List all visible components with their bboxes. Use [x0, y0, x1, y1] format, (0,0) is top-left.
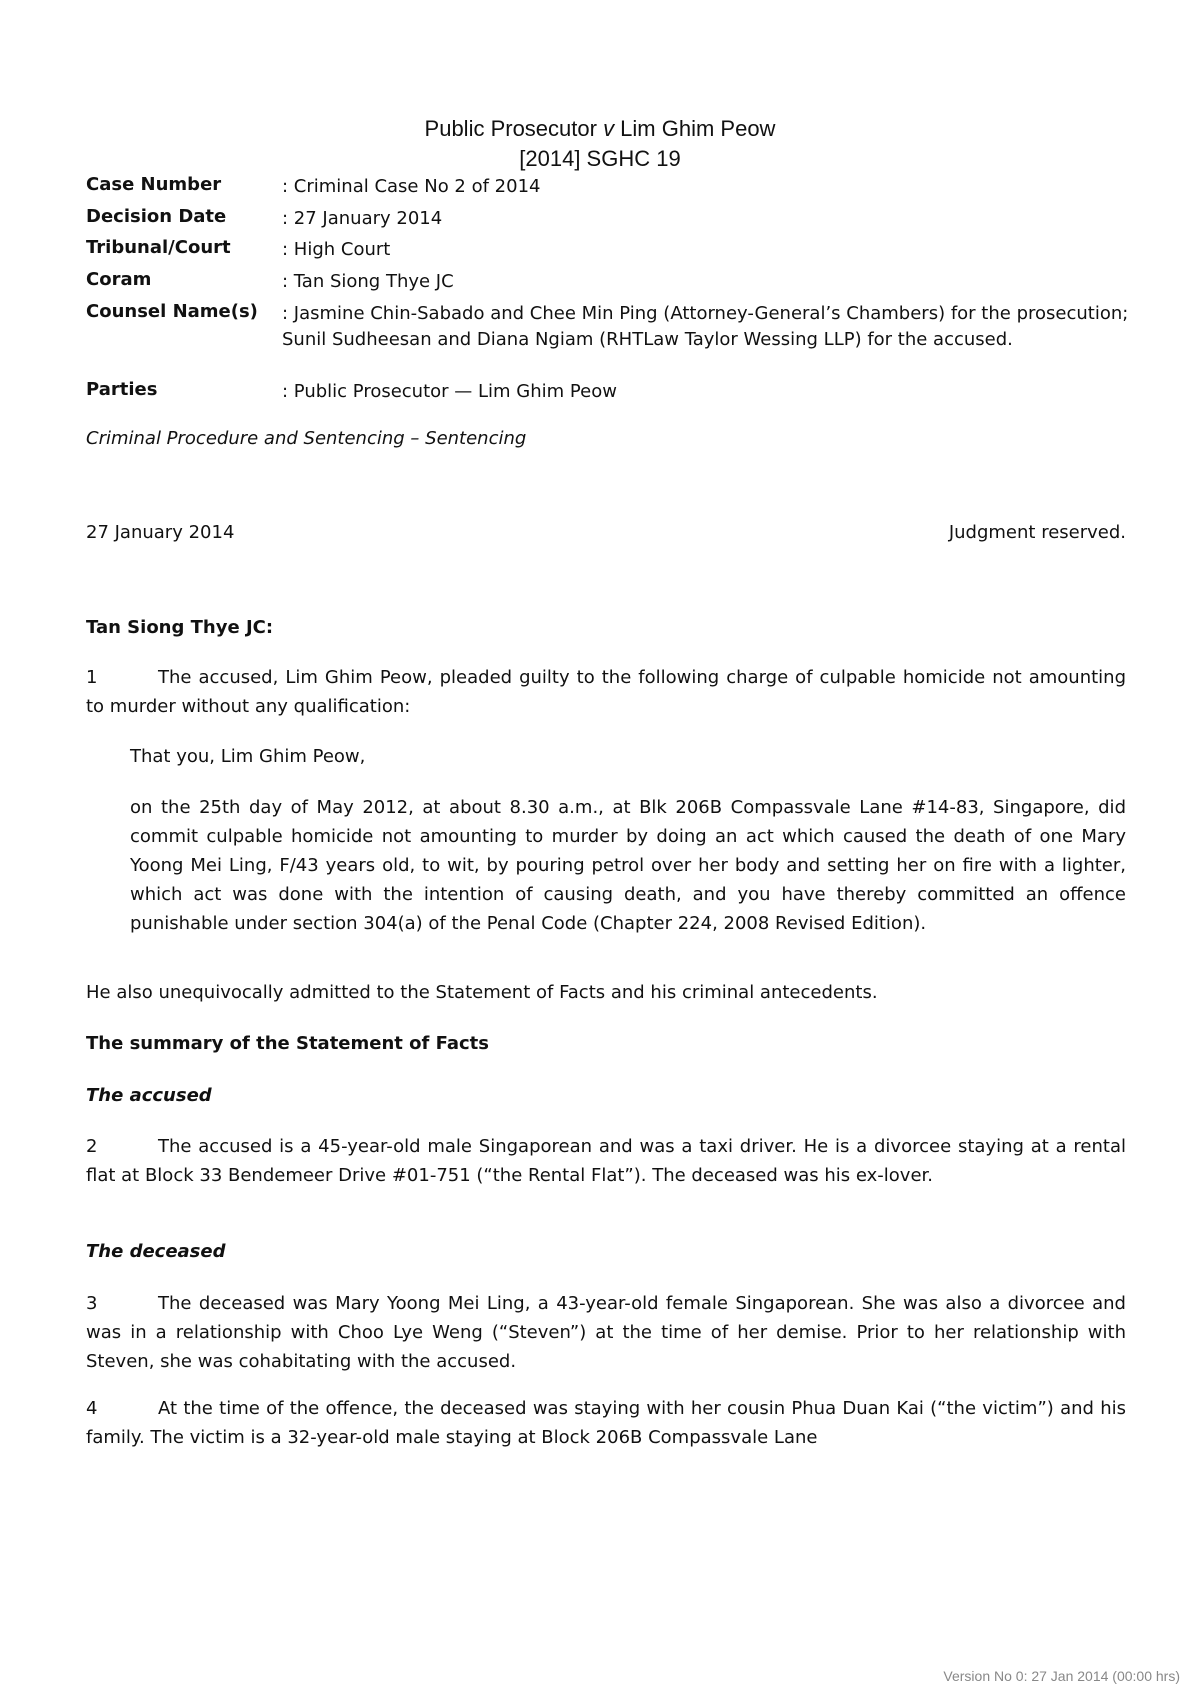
- admission: He also unequivocally admitted to the Statement of Facts and his criminal antecedents.: [86, 982, 878, 1003]
- paragraph-4: 4 At the time of the offence, the deceased was staying with her cousin Phua Duan Kai (“the victim”) and his family. The victim is a 32-year-old male staying at Block 206B Compassvale Lane: [86, 1398, 1126, 1448]
- judgment-status: Judgment reserved.: [948, 522, 1126, 543]
- citation: [2014] SGHC 19: [519, 146, 681, 171]
- judge-name: Tan Siong Thye JC:: [86, 617, 274, 638]
- version-footer: Version No 0: 27 Jan 2014 (00:00 hrs): [943, 1668, 1180, 1684]
- paragraph-1: 1 The accused, Lim Ghim Peow, pleaded guilty to the following charge of culpable homicide not amounting to murder without any qualification:: [86, 667, 1126, 717]
- catchwords: Criminal Procedure and Sentencing – Sentencing: [86, 428, 527, 449]
- paragraph-3: 3 The deceased was Mary Yoong Mei Ling, a 43-year-old female Singaporean. She was also a divorcee and was in a relationship with Choo Lye Weng (“Steven”) at the time of her demise. Prior to her relationship with Steven, she was cohabitating with the accused.: [86, 1293, 1126, 1372]
- date-line: [86, 518, 1126, 547]
- charge-opening: That you, Lim Ghim Peow,: [130, 746, 366, 767]
- charge-body: on the 25th day of May 2012, at about 8.30 a.m., at Blk 206B Compassvale Lane #14-83, Singapore, did commit culpable homicide not amounting to murder by doing an act which caused the death of one Mary Yoong Mei Ling, F/43 years old, to wit, by pouring petrol over her body and setting her on fire with a lighter, which act was done with the intention of causing death, and you have thereby committed an offence punishable under section 304(a) of the Penal Code (Chapter 224, 2008 Revised Edition).: [130, 797, 1126, 934]
- heading-summary: The summary of the Statement of Facts: [86, 1033, 490, 1054]
- heading-deceased: The deceased: [86, 1241, 226, 1262]
- versus: v: [603, 116, 615, 141]
- case-title: Public Prosecutor v Lim Ghim Peow: [424, 116, 776, 141]
- judgment-date: 27 January 2014: [86, 522, 235, 543]
- heading-accused: The accused: [86, 1085, 212, 1106]
- paragraph-2: 2 The accused is a 45-year-old male Singaporean and was a taxi driver. He is a divorcee staying at a rental flat at Block 33 Bendemeer Drive #01-751 (“the Rental Flat”). The deceased was his ex-lover.: [86, 1136, 1126, 1186]
- document-page: Public Prosecutor v Lim Ghim Peow [2014] SGHC 19 Case Number : Criminal Case No 2 of 2014 Decision Date : 27 January 2014 Tribunal/Court : High Court Coram : Tan Siong Thye JC Counsel Name(s) : Jasmine Chin-Sabado and Chee Min Ping (Attorney-General’s Chambers) for the prosecution; Sunil Sudheesan and Diana Ngiam (RHTLaw Taylor Wessing LLP) for the accused. Parties : Public Prosecutor — Lim Ghim Peow Criminal Procedure and Sentencing – Sentencing 27 January 2014 Judgment reserved. Tan Siong Thye JC: 1 The accused, Lim Ghim Peow, pleaded guilty to the following charge of culpable homicide not amounting to murder without any qualification: That you, Lim Ghim Peow, on the 25th day of May 2012, at about 8.30 a.m., at Blk 206B Compassvale Lane #14-83, Singapore, did commit culpable homicide not amounting to murder by doing an act which caused the death of one Mary Yoong Mei Ling, F/43 years old, to wit, by pouring petrol over her body and setting her on fire with a lighter, which act was done with the intention of causing death, and you have thereby committed an offence punishable under section 304(a) of the Penal Code (Chapter 224, 2008 Revised Edition). He also unequivocally admitted to the Statement of Facts and his criminal antecedents. The summary of the Statement of Facts The accused 2 The accused is a 45-year-old male Singaporean and was a taxi driver. He is a divorcee staying at a rental flat at Block 33 Bendemeer Drive #01-751 (“the Rental Flat”). The deceased was his ex-lover. The deceased 3 The deceased was Mary Yoong Mei Ling, a 43-year-old female Singaporean. She was also a divorcee and was in a relationship with Choo Lye Weng (“Steven”) at the time of her demise. Prior to her relationship with Steven, she was cohabitating with the accused. 4 At the time of the offence, the deceased was staying with her cousin Phua Duan Kai (“the victim”) and his family. The victim is a 32-year-old male staying at Block 206B Compassvale Lane Version No 0: 27 Jan 2014 (00:00 hrs): [0, 0, 1200, 1698]
